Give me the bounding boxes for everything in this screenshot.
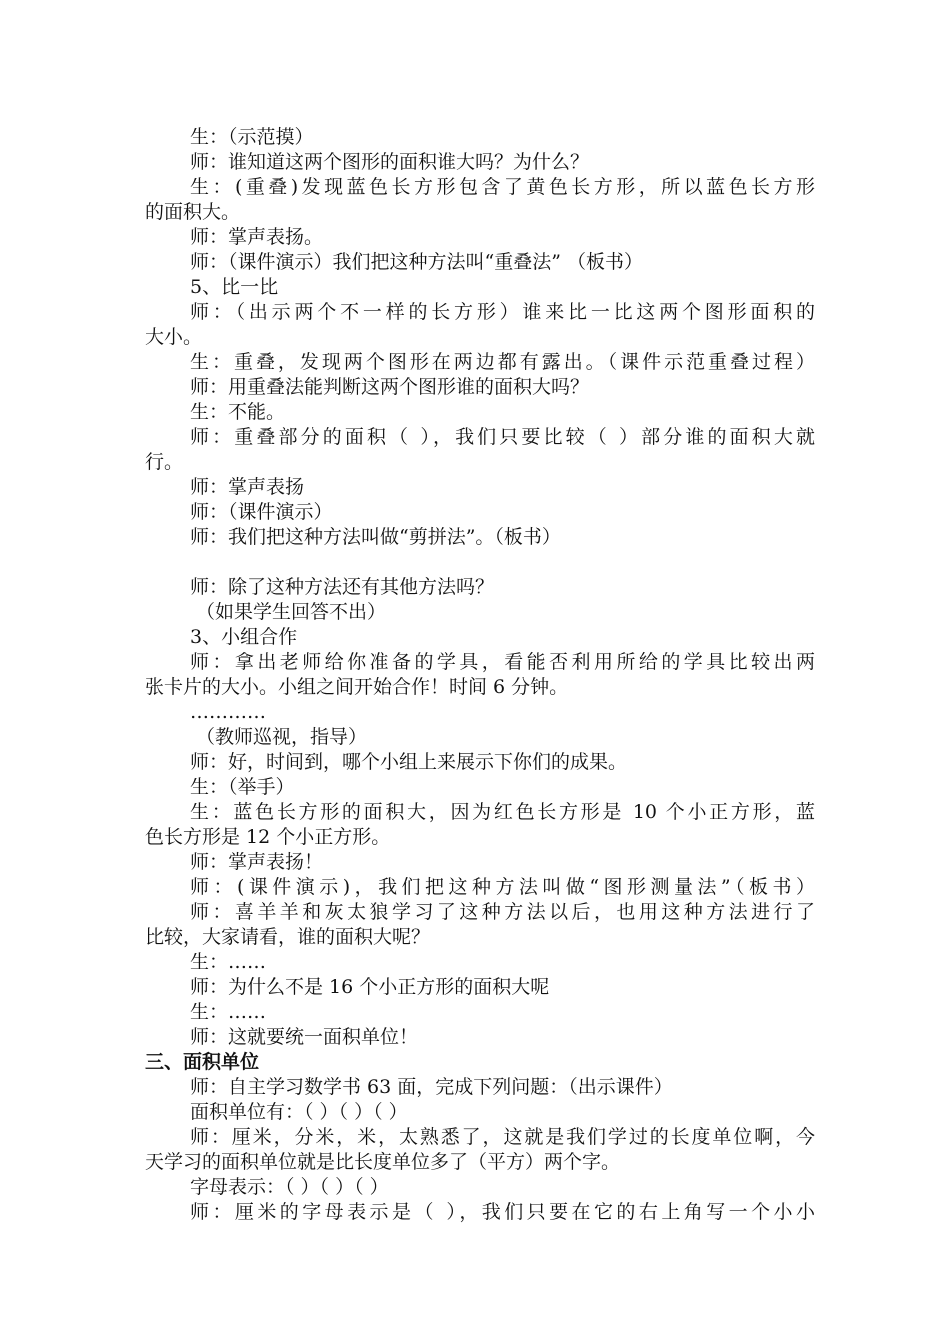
text-line: 师：喜羊羊和灰太狼学习了这种方法以后，也用这种方法进行了 (190, 901, 815, 923)
text-line: 师：(课件演示)，我们把这种方法叫做“图形测量法”（板书） (190, 876, 815, 898)
text-line: 生：不能。 (190, 401, 286, 423)
text-line: （教师巡视，指导） (196, 726, 368, 748)
text-line: 师：自主学习数学书 63 面，完成下列问题：（出示课件） (190, 1076, 673, 1098)
text-line: 师：重叠部分的面积（ ），我们只要比较（ ）部分谁的面积大就 (190, 426, 815, 448)
text-line: 生：（举手） (190, 776, 295, 798)
text-line: 生：…… (190, 1001, 267, 1023)
ellipsis-line: ………… (190, 701, 266, 723)
text-line: 师：谁知道这两个图形的面积谁大吗？为什么？ (190, 151, 590, 173)
section-heading: 3、小组合作 (190, 626, 298, 648)
text-line: 生：蓝色长方形的面积大，因为红色长方形是 10 个小正方形，蓝 (190, 801, 815, 823)
text-line: 生：重叠，发现两个图形在两边都有露出。（课件示范重叠过程） (190, 351, 815, 373)
text-line: 的面积大。 (145, 201, 241, 223)
text-line: 师：我们把这种方法叫做“剪拼法”。（板书） (190, 526, 561, 548)
text-line: 生：…… (190, 951, 267, 973)
text-line: 生：(重叠)发现蓝色长方形包含了黄色长方形，所以蓝色长方形 (190, 176, 815, 198)
text-line: 天学习的面积单位就是比长度单位多了（平方）两个字。 (145, 1151, 621, 1173)
text-line: 色长方形是 12 个小正方形。 (145, 826, 391, 848)
text-line: 师：厘米的字母表示是（ ），我们只要在它的右上角写一个小小 (190, 1201, 815, 1223)
text-line: 生：（示范摸） (190, 126, 314, 148)
text-line: 比较，大家请看，谁的面积大呢？ (145, 926, 431, 948)
text-line: 字母表示：（ ）（ ）（ ） (190, 1176, 389, 1198)
text-line: 师：除了这种方法还有其他方法吗？ (190, 576, 495, 598)
text-line: 师：拿出老师给你准备的学具，看能否利用所给的学具比较出两 (190, 651, 815, 673)
text-line: 师：用重叠法能判断这两个图形谁的面积大吗？ (190, 376, 590, 398)
text-line: 师：好，时间到，哪个小组上来展示下你们的成果。 (190, 751, 628, 773)
text-line: 师：掌声表扬 (190, 476, 305, 498)
text-line: 师：厘米，分米，米，太熟悉了，这就是我们学过的长度单位啊，今 (190, 1126, 815, 1148)
text-line: 面积单位有：（ ）（ ）（ ） (190, 1101, 408, 1123)
section-heading: 5、比一比 (190, 276, 279, 298)
text-line: 师：这就要统一面积单位！ (190, 1026, 419, 1048)
section-heading: 三、面积单位 (145, 1051, 260, 1073)
text-line: 师：（课件演示） (190, 501, 333, 523)
text-line: 大小。 (145, 326, 203, 348)
text-line: 行。 (145, 451, 184, 473)
text-line: （如果学生回答不出） (196, 601, 387, 623)
text-line: 师：掌声表扬！ (190, 851, 324, 873)
text-line: 师：掌声表扬。 (190, 226, 324, 248)
text-line: 师：（出示两个不一样的长方形）谁来比一比这两个图形面积的 (190, 301, 815, 323)
text-line: 师：为什么不是 16 个小正方形的面积大呢 (190, 976, 550, 998)
text-line: 张卡片的大小。小组之间开始合作！时间 6 分钟。 (145, 676, 569, 698)
text-line: 师：（课件演示）我们把这种方法叫“重叠法” （板书） (190, 251, 643, 273)
